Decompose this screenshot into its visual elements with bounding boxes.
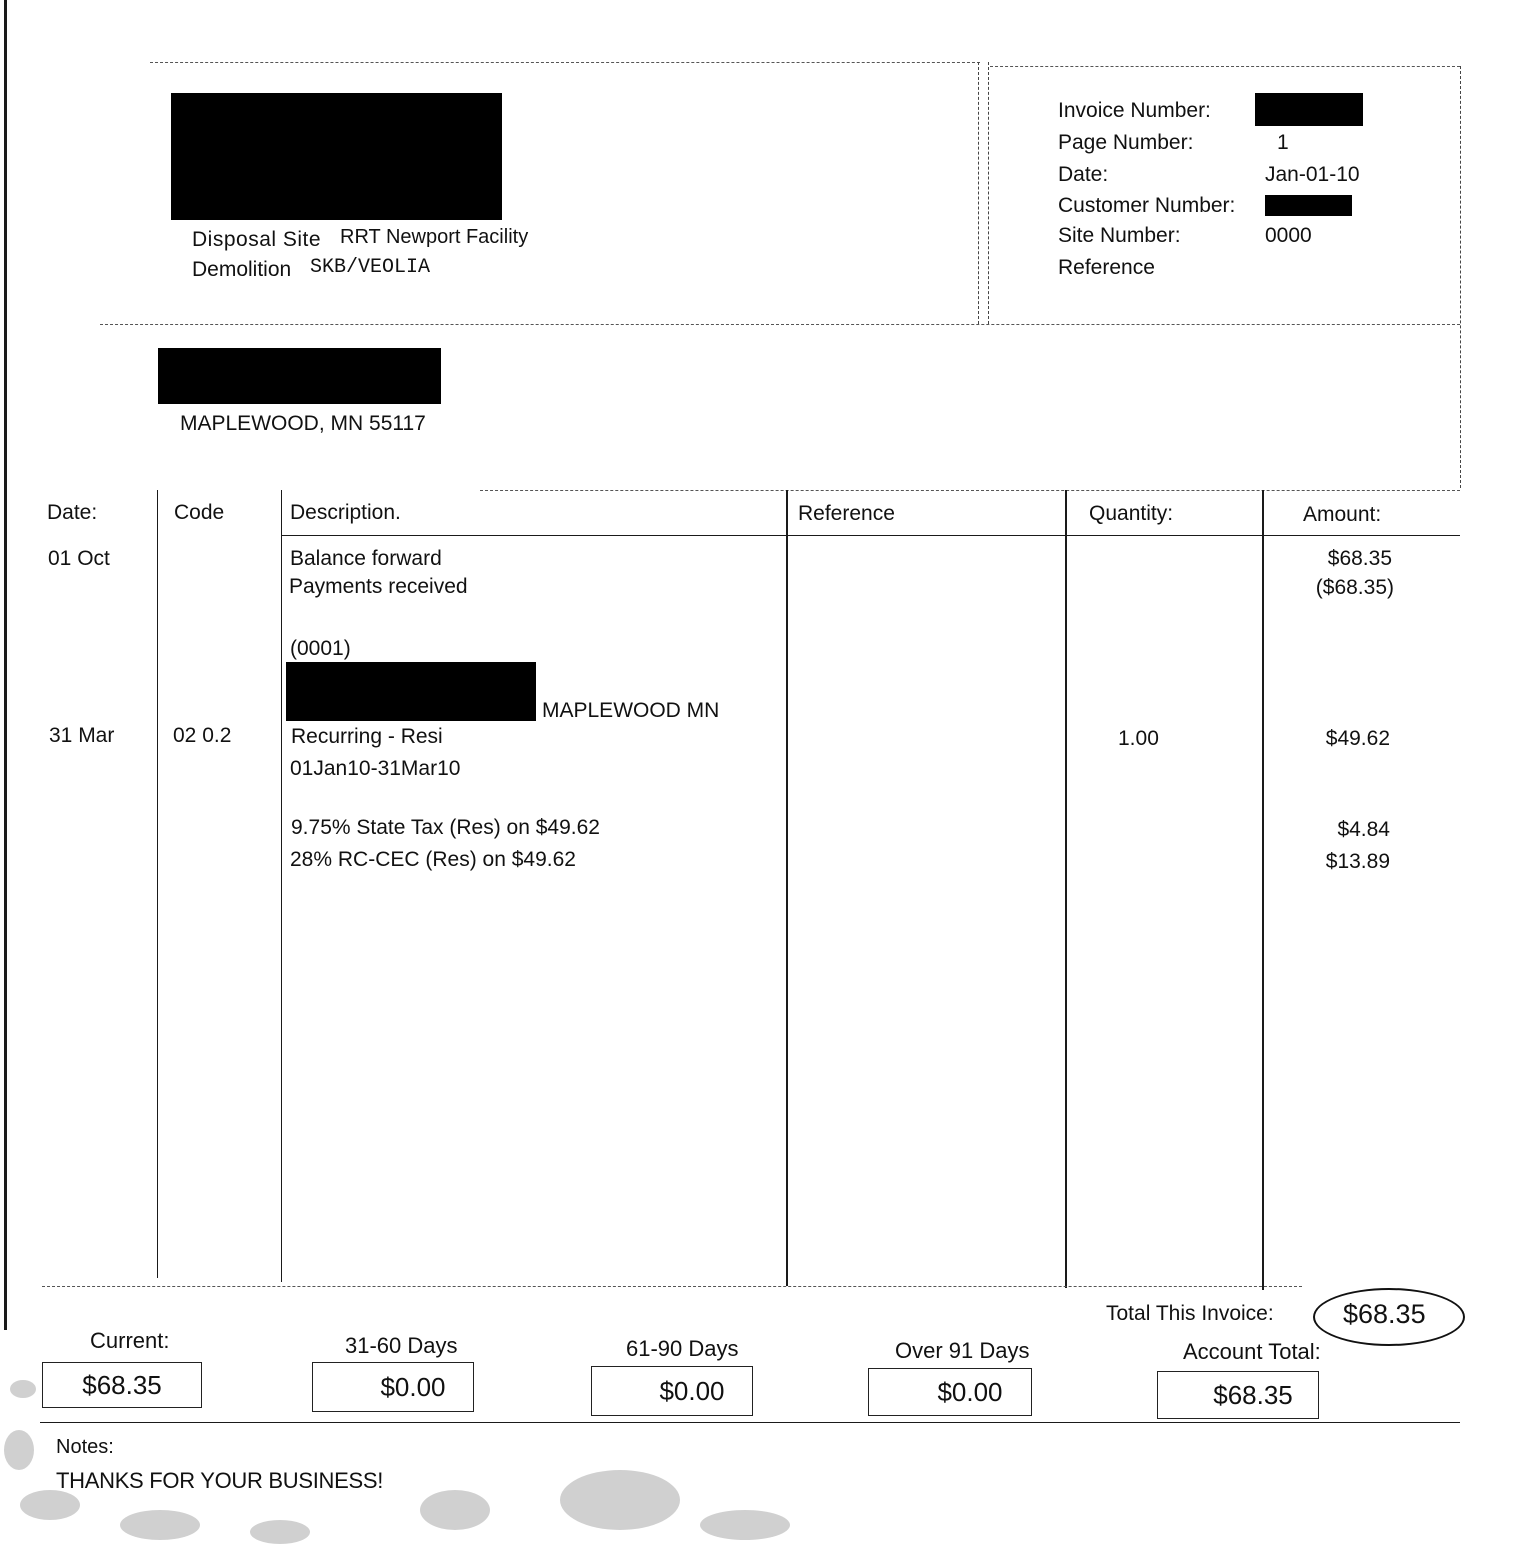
over-91-days-label: Over 91 Days <box>895 1338 1030 1363</box>
header-amount: Amount: <box>1303 503 1382 526</box>
disposal-site-label: Disposal Site <box>192 228 322 251</box>
column-divider-code <box>157 490 158 1278</box>
disposal-site-value: RRT Newport Facility <box>340 226 529 248</box>
account-total-amount: $68.35 <box>1157 1371 1319 1419</box>
service-description: Recurring - Resi <box>291 725 443 748</box>
header-divider-2 <box>988 62 989 324</box>
state-tax-desc: 9.75% State Tax (Res) on $49.62 <box>291 816 600 839</box>
demolition-value: SKB/VEOLIA <box>310 256 431 279</box>
table-bottom-border <box>42 1286 1302 1287</box>
info-box-top-border <box>990 66 1460 67</box>
service-location: MAPLEWOOD MN <box>542 699 720 722</box>
redacted-company-logo <box>171 93 502 220</box>
header-quantity: Quantity: <box>1089 502 1174 525</box>
invoice-number-label: Invoice Number: <box>1058 99 1211 122</box>
header-code: Code <box>174 501 225 524</box>
account-total-label: Account Total: <box>1183 1339 1321 1364</box>
header-divider <box>978 62 979 324</box>
service-amount: $49.62 <box>1325 727 1390 750</box>
payments-received-amount: ($68.35) <box>1315 576 1394 599</box>
current-amount: $68.35 <box>42 1362 202 1408</box>
column-divider-description <box>281 490 282 1282</box>
header-reference: Reference <box>798 502 895 525</box>
header-bottom-border <box>100 324 1460 325</box>
header-top-border <box>150 62 980 63</box>
notes-text: THANKS FOR YOUR BUSINESS! <box>56 1468 384 1493</box>
service-quantity: 1.00 <box>1118 727 1159 750</box>
payments-received-desc: Payments received <box>289 575 468 598</box>
table-top-border <box>480 490 1460 491</box>
balance-date: 01 Oct <box>48 547 110 570</box>
site-number-value: 0000 <box>1265 224 1312 247</box>
over-91-days-amount: $0.00 <box>868 1368 1032 1416</box>
redacted-customer-name <box>158 348 441 404</box>
page-number-label: Page Number: <box>1058 131 1194 154</box>
column-divider-amount <box>1262 490 1264 1290</box>
demolition-label: Demolition <box>192 258 292 281</box>
notes-label: Notes: <box>56 1436 114 1458</box>
date-label: Date: <box>1058 163 1109 186</box>
balance-forward-amount: $68.35 <box>1327 547 1392 570</box>
state-tax-amount: $4.84 <box>1337 818 1390 841</box>
redacted-customer-number <box>1265 195 1352 216</box>
column-divider-reference <box>786 490 788 1286</box>
balance-forward-desc: Balance forward <box>290 547 442 570</box>
total-invoice-value: $68.35 <box>1343 1299 1426 1329</box>
service-period: 01Jan10-31Mar10 <box>290 757 461 780</box>
account-code: (0001) <box>290 637 351 660</box>
header-date: Date: <box>47 501 98 524</box>
days-61-90-label: 61-90 Days <box>626 1336 739 1361</box>
fee-desc: 28% RC-CEC (Res) on $49.62 <box>290 848 576 871</box>
page-edge <box>4 0 7 1330</box>
customer-city-line: MAPLEWOOD, MN 55117 <box>180 412 426 435</box>
service-code: 02 0.2 <box>173 724 232 747</box>
redacted-service-address <box>286 662 536 721</box>
days-31-60-label: 31-60 Days <box>345 1333 458 1358</box>
redacted-invoice-number <box>1255 93 1363 126</box>
page-number-value: 1 <box>1277 131 1289 154</box>
scan-noise <box>0 1360 820 1551</box>
customer-number-label: Customer Number: <box>1058 194 1236 217</box>
fee-amount: $13.89 <box>1325 850 1390 873</box>
date-value: Jan-01-10 <box>1265 163 1360 186</box>
current-label: Current: <box>90 1328 170 1353</box>
service-date: 31 Mar <box>49 724 115 747</box>
days-31-60-amount: $0.00 <box>312 1362 474 1412</box>
days-61-90-amount: $0.00 <box>591 1366 753 1416</box>
header-description: Description. <box>290 501 401 524</box>
total-invoice-label: Total This Invoice: <box>1106 1302 1274 1325</box>
reference-label: Reference <box>1058 256 1155 279</box>
column-divider-quantity <box>1065 490 1067 1288</box>
table-header-rule <box>282 535 1460 536</box>
site-number-label: Site Number: <box>1058 224 1181 247</box>
info-box-right-border <box>1460 66 1461 488</box>
